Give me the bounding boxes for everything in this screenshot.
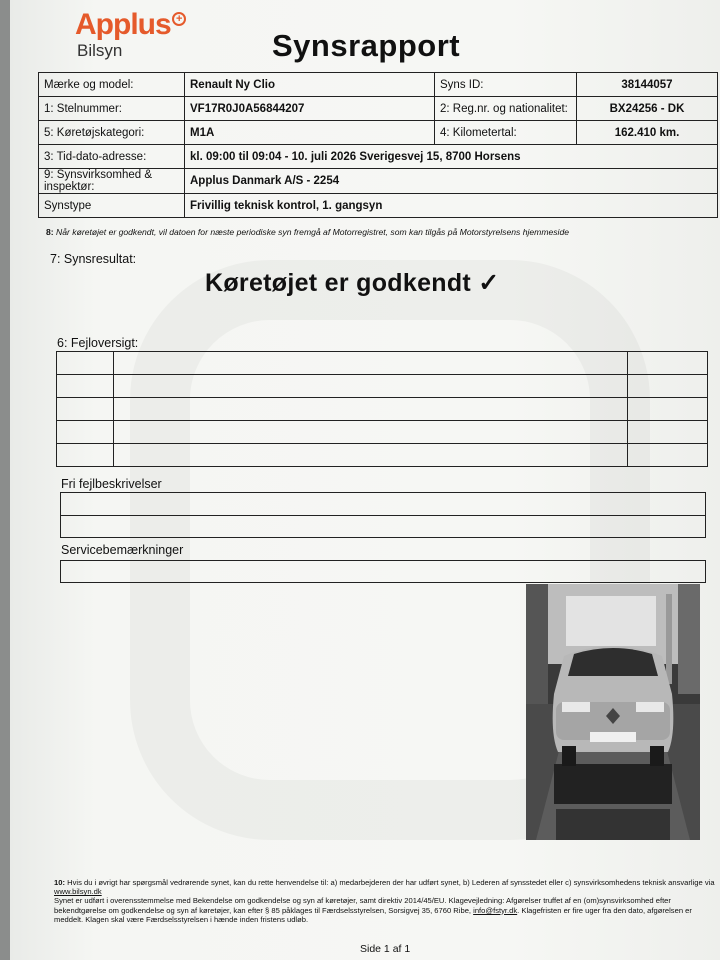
vehicle-photo bbox=[526, 584, 700, 840]
make-model-label: Mærke og model: bbox=[39, 73, 185, 97]
note-8 bbox=[46, 227, 569, 237]
fault-row bbox=[57, 421, 708, 444]
logo-subtitle: Bilsyn bbox=[77, 41, 123, 60]
inspector-label: 9: Synsvirksomhed & inspektør: bbox=[39, 169, 185, 194]
footer-line2: Synet er udført i overensstemmelse med Bekendelse om godkendelse og syn af køretøjer, samt direktiv 2014/45/EU. Klagevejledning: Afgørelser truffet af en (om)synsvirksomhed efter bekendtgørelse om godkendelse og syn af køretøjer, kan efter § 85 påklages til Færdselsstyrelsen, Sorsigvej 35, 6760 Ribe, bbox=[54, 896, 671, 915]
footer-line3: . Klagefristen er fire uger fra den dato, afgørelsen er meddelt. Klagen skal være Færdselsstyrelsen i hænde inden fristens udløb. bbox=[54, 905, 692, 924]
fault-row bbox=[57, 398, 708, 421]
plus-icon: + bbox=[172, 12, 186, 26]
fault-row bbox=[57, 352, 708, 375]
inspection-type-label: Synstype bbox=[39, 194, 185, 218]
mileage-label: 4: Kilometertal: bbox=[435, 121, 577, 145]
logo-name: Applus bbox=[75, 8, 171, 41]
footer-number: 10: bbox=[54, 878, 65, 887]
category-value: M1A bbox=[185, 121, 435, 145]
registration-value: BX24256 - DK bbox=[577, 97, 718, 121]
info-row bbox=[39, 145, 718, 169]
page-number: Side 1 af 1 bbox=[360, 943, 411, 955]
time-date-address-label: 3: Tid-dato-adresse: bbox=[39, 145, 185, 169]
car-in-inspection-hall-image bbox=[526, 584, 700, 840]
service-remarks-box bbox=[60, 560, 706, 583]
fault-row bbox=[57, 444, 708, 467]
footer-notes bbox=[54, 878, 720, 924]
faults-label: 6: Fejloversigt: bbox=[57, 336, 139, 350]
note-8-text: Når køretøjet er godkendt, vil datoen for næste periodiske syn fremgå af Motorregistret, som kan tilgås på Motorstyrelsens hjemmeside bbox=[56, 227, 570, 237]
bilsyn-link[interactable]: www.bilsyn.dk bbox=[54, 887, 102, 897]
inspection-type-value: Frivillig teknisk kontrol, 1. gangsyn bbox=[185, 194, 718, 218]
free-description-label: Fri fejlbeskrivelser bbox=[61, 477, 162, 491]
service-remarks-label: Servicebemærkninger bbox=[61, 543, 184, 557]
fstyr-email-link[interactable]: info@fstyr.dk bbox=[473, 905, 518, 915]
vin-label: 1: Stelnummer: bbox=[39, 97, 185, 121]
make-model-value: Renault Ny Clio bbox=[185, 73, 435, 97]
footer-line1: Hvis du i øvrigt har spørgsmål vedrørende synet, kan du rette henvendelse til: a) medarbejderen der har udført synet, b) Lederen af synsstedet eller c) synsvirksomhedens teknisk ansvarlige via bbox=[67, 878, 715, 887]
time-date-address-value: kl. 09:00 til 09:04 - 10. juli 2026 Sverigesvej 15, 8700 Horsens bbox=[185, 145, 718, 169]
info-row bbox=[39, 73, 718, 97]
inspector-value: Applus Danmark A/S - 2254 bbox=[185, 169, 718, 194]
fault-row bbox=[57, 375, 708, 398]
result-label: 7: Synsresultat: bbox=[50, 252, 137, 266]
report-page bbox=[10, 0, 720, 960]
result-text: Køretøjet er godkendt ✓ bbox=[205, 269, 500, 297]
inspection-id-label: Syns ID: bbox=[435, 73, 577, 97]
vin-value: VF17R0J0A56844207 bbox=[185, 97, 435, 121]
info-row bbox=[39, 194, 718, 218]
info-row bbox=[39, 97, 718, 121]
category-label: 5: Køretøjskategori: bbox=[39, 121, 185, 145]
inspection-id-value: 38144057 bbox=[577, 73, 718, 97]
applus-logo bbox=[75, 10, 186, 61]
page-title: Synsrapport bbox=[272, 28, 461, 63]
info-row bbox=[39, 169, 718, 194]
mileage-value: 162.410 km. bbox=[577, 121, 718, 145]
note-8-number: 8: bbox=[46, 227, 54, 237]
info-row bbox=[39, 121, 718, 145]
vehicle-info-table bbox=[38, 72, 718, 218]
free-description-box bbox=[60, 492, 706, 538]
registration-label: 2: Reg.nr. og nationalitet: bbox=[435, 97, 577, 121]
faults-table bbox=[56, 351, 708, 467]
